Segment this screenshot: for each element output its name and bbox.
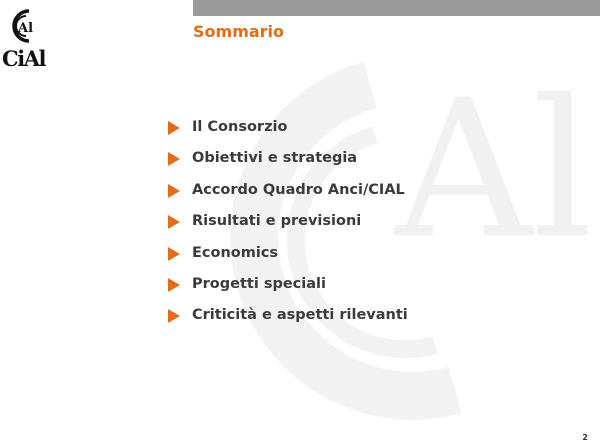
agenda-item-economics	[168, 243, 408, 274]
orange-triangle-bullet-icon	[168, 184, 180, 198]
orange-triangle-bullet-icon	[168, 152, 180, 166]
orange-triangle-bullet-icon	[168, 278, 180, 292]
top-bar	[193, 0, 600, 16]
page-number: 2	[582, 433, 588, 442]
orange-triangle-bullet-icon	[168, 215, 180, 229]
agenda-item-progetti	[168, 274, 408, 305]
slide-title: Sommario	[193, 22, 285, 41]
agenda-item-risultati	[168, 211, 408, 242]
agenda-item-label: Economics	[192, 244, 279, 261]
agenda-item-label: Accordo Quadro Anci/CIAL	[192, 181, 405, 198]
agenda-item-label: Criticità e aspetti rilevanti	[192, 307, 408, 324]
agenda-list	[168, 117, 408, 337]
agenda-item-criticita	[168, 305, 408, 336]
orange-triangle-bullet-icon	[168, 247, 180, 261]
agenda-item-consorzio	[168, 117, 408, 148]
svg-text:Al: Al	[18, 21, 34, 36]
agenda-item-obiettivi	[168, 148, 408, 179]
agenda-item-label: Progetti speciali	[192, 275, 326, 292]
cial-logo-icon	[2, 6, 45, 71]
orange-triangle-bullet-icon	[168, 121, 180, 135]
orange-triangle-bullet-icon	[168, 309, 180, 323]
agenda-item-accordo	[168, 180, 408, 211]
svg-text:Al: Al	[395, 59, 593, 280]
agenda-item-label: Obiettivi e strategia	[192, 150, 358, 167]
agenda-item-label: Il Consorzio	[192, 119, 288, 135]
svg-text:CiAl: CiAl	[2, 46, 45, 71]
agenda-item-label: Risultati e previsioni	[192, 213, 362, 230]
